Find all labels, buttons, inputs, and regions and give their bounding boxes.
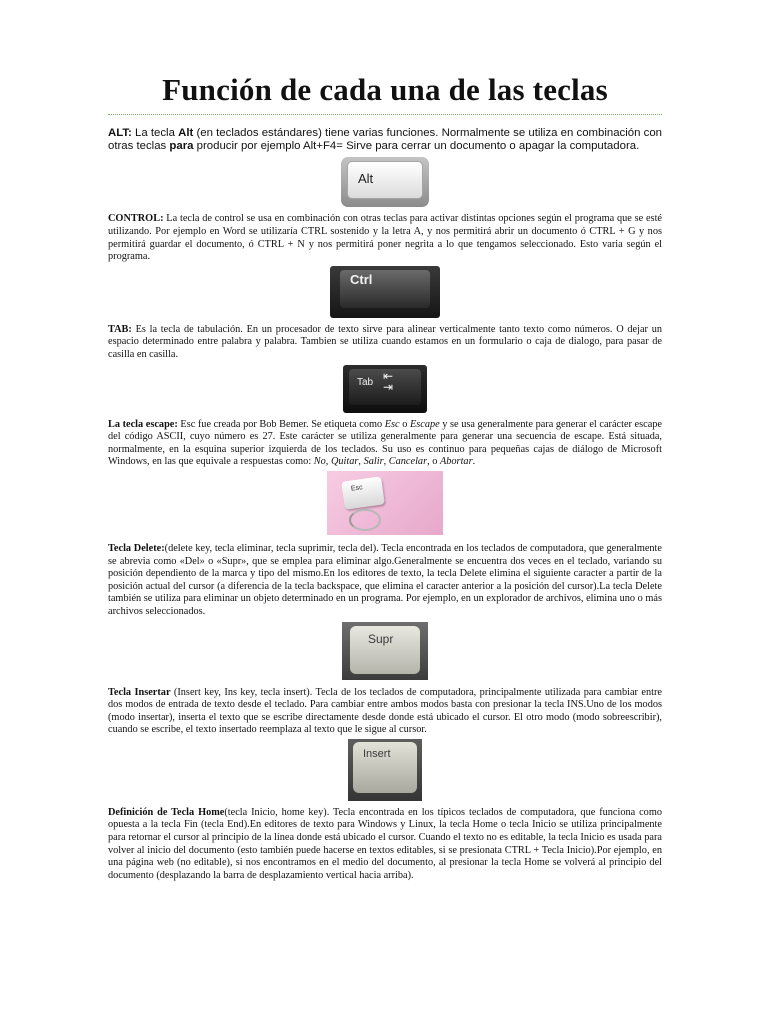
supr-key-label: Supr <box>368 631 394 646</box>
delete-heading: Tecla Delete: <box>108 542 165 554</box>
escape-text-5: , <box>358 456 364 468</box>
esc-key-label: Esc <box>350 484 364 493</box>
tab-key-label: Tab <box>357 376 374 388</box>
insert-body: (Insert key, Ins key, tecla insert). Tecla de los teclados de computadora, principalmente utilizada para cambiar entre dos modos de entrada de texto desde el teclado. Para cambiar entre ambos modos basta con presionar la tecla INS.Uno de los modos (modo insertar), inserta el texto que se escribe directamente desde donde está ubicado el cursor. El otro modo (modo sobreescribir), cuando se escribe, el texto insertado reemplaza al texto que le sigue al cursor. <box>108 686 662 736</box>
home-body: (tecla Inicio, home key). Tecla encontrada en los típicos teclados de computadora, que funciona como opuesta a la tecla Fin (tecla End).En editores de texto para Windows y Linux, la tecla Home o tecla Inicio se utiliza principalmente para retornar el cursor al principio de la línea donde está ubicado el cursor. Cuando el texto no es editable, la tecla Inicio es usada para volver al inicio del documento (esto también puede hacerse en textos editables, si se presionata CTRL + Tecla Inicio).Por ejemplo, en una página web (no editable), si nos encontramos en el medio del documento, al presionar la tecla Home se volverá al principio del documento (desplazando la barra de desplazamiento vertical hacia arriba). <box>108 806 662 881</box>
tab-paragraph <box>108 324 662 362</box>
alt-text-bold-1: Alt <box>178 127 194 139</box>
alt-text-2: (en teclados estándares) tiene varias funciones. Normalmente se utiliza en combinación con otras teclas <box>108 127 663 153</box>
escape-italic-1: Esc <box>384 418 400 430</box>
tab-body: Es la tecla de tabulación. En un procesador de texto sirve para alinear verticalmente tanto texto como números. O dejar un espacio determinado entre palabra y palabra. Tambien se utiliza cuando estamos en un formulario o caja de dialogo, para pasar de casilla en casilla. <box>108 323 662 360</box>
escape-italic-4: Quitar <box>330 456 359 468</box>
tab-key-figure <box>108 365 662 413</box>
escape-text-3: y se usa generalmente para generar el carácter escape del código ASCII, cuyo número es 27. Este carácter se utiliza generalmente para generar una secuencia de escape. Está situada, normalmente, en la esquina superior izquierda de los teclados. Su uso es continuo para pequeñas cajas de diálogo de Microsoft Windows, en las que equivale a respuestas como: <box>108 418 662 468</box>
insert-paragraph <box>108 687 662 737</box>
insert-key-label: Insert <box>363 747 391 760</box>
insert-key-image <box>348 739 422 801</box>
control-heading: CONTROL: <box>108 213 164 225</box>
home-heading: Definición de Tecla Home <box>108 806 225 818</box>
title-divider <box>108 114 662 115</box>
spring-icon <box>349 509 381 531</box>
alt-text-bold-2: para <box>169 140 194 153</box>
escape-heading: La tecla escape: <box>108 418 178 430</box>
supr-key-figure <box>108 622 662 680</box>
tab-key-image <box>343 365 427 413</box>
alt-key-label: Alt <box>358 171 374 187</box>
page-title: Función de cada una de las teclas <box>162 72 608 107</box>
esc-key-figure <box>108 471 662 535</box>
document-page <box>108 60 662 882</box>
control-paragraph <box>108 213 662 263</box>
home-paragraph <box>108 807 662 883</box>
ctrl-key-figure <box>108 266 662 318</box>
ctrl-key-label: Ctrl <box>350 271 373 287</box>
tab-heading: TAB: <box>108 323 132 335</box>
control-body: La tecla de control se usa en combinación con otras teclas para activar distintas opciones según el programa que se esté utilizando. Por ejemplo en Word se utilizaría CTRL sostenido y la letra A, y nos permitirá abrir un documento ó CTRL + G y nos permitirá guardar el documento, ó CTRL + N y nos permitirá poner negrita a lo que tengamos seleccionado. Esto varia según el programa. <box>108 213 662 263</box>
escape-italic-7: Abortar <box>439 456 473 468</box>
alt-text-3: producir por ejemplo Alt+F4= Sirve para cerrar un documento o apagar la computadora. <box>193 140 640 153</box>
escape-text-7: , o <box>427 456 440 468</box>
escape-paragraph <box>108 419 662 469</box>
esc-key-image <box>327 471 443 535</box>
alt-key-image <box>341 157 429 207</box>
escape-italic-5: Salir <box>363 456 384 468</box>
alt-heading: ALT: <box>108 127 132 139</box>
insert-key-figure <box>108 739 662 801</box>
escape-italic-6: Cancelar <box>388 456 428 468</box>
escape-italic-3: No <box>313 456 326 468</box>
supr-key-image <box>342 622 428 680</box>
alt-text-1: La tecla <box>131 127 179 139</box>
alt-key-figure <box>108 157 662 207</box>
escape-text-8: . <box>472 456 476 468</box>
escape-text-4: , <box>325 456 331 468</box>
escape-italic-2: Escape <box>409 418 440 430</box>
escape-text-6: , <box>383 456 389 468</box>
delete-paragraph <box>108 543 662 619</box>
escape-text-2: o <box>399 418 410 430</box>
tab-arrows-icon: ⇤ ⇥ <box>383 368 394 394</box>
escape-text-1: Esc fue creada por Bob Bemer. Se etiqueta como <box>177 418 385 430</box>
delete-body: (delete key, tecla eliminar, tecla suprimir, tecla del). Tecla encontrada en los teclados de computadora, que generalmente se abrevia como «Del» o «Supr», que se emplea para eliminar algo.Generalmente se encuentra dos veces en el teclado, variando su posición dependiento de la marca y tipo del mismo.En los editores de texto, la tecla Delete elimina el siguiente caracter a partir de la posición actual del cursor (a diferencia de la tecla backspace, que elimina el caracter anterior a la posición del cursor).La tecla Delete también se utiliza para eliminar un objeto determinado en un programa. Por ejemplo, en un explorador de archivos, elimina uno o más archivos seleccionados. <box>108 542 662 617</box>
ctrl-key-image <box>330 266 440 318</box>
alt-paragraph <box>108 127 662 153</box>
insert-heading: Tecla Insertar <box>108 686 171 698</box>
